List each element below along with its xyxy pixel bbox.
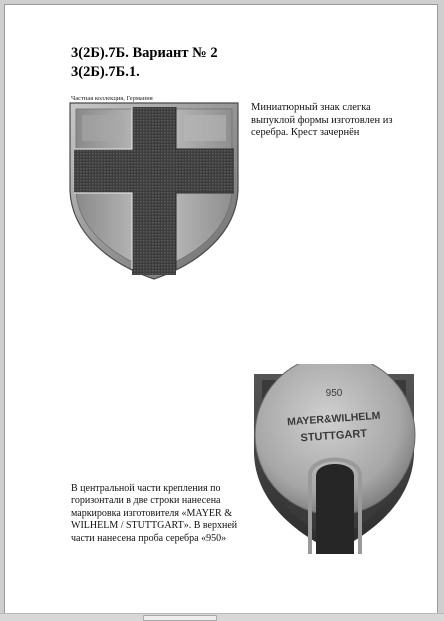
scrollbar-thumb[interactable]: [143, 615, 217, 621]
maker-mark-line-2: STUTTGART: [300, 427, 368, 445]
collection-note: Частная коллекция, Германия: [71, 95, 153, 102]
title-line-1: 3(2Б).7Б. Вариант № 2: [71, 45, 218, 61]
shield-badge-photo: [68, 99, 240, 281]
horizontal-scrollbar[interactable]: [0, 613, 444, 621]
badge-back-photo: [250, 364, 418, 554]
description-top: Миниатюрный знак слегка выпуклой формы изготовлен из серебра. Крест зачернён: [251, 102, 393, 139]
proof-mark: 950: [325, 388, 343, 399]
maker-mark-line-1: MAYER&WILHELM: [286, 409, 381, 429]
title-line-2: 3(2Б).7Б.1.: [71, 64, 140, 80]
page-title: [71, 44, 218, 82]
description-bottom: В центральной части крепления по горизонтали в две строки нанесена маркировка изготовителя «MAYER & WILHELM / STUTTGART». В верхней части нанесена проба серебра «950»: [71, 483, 238, 544]
